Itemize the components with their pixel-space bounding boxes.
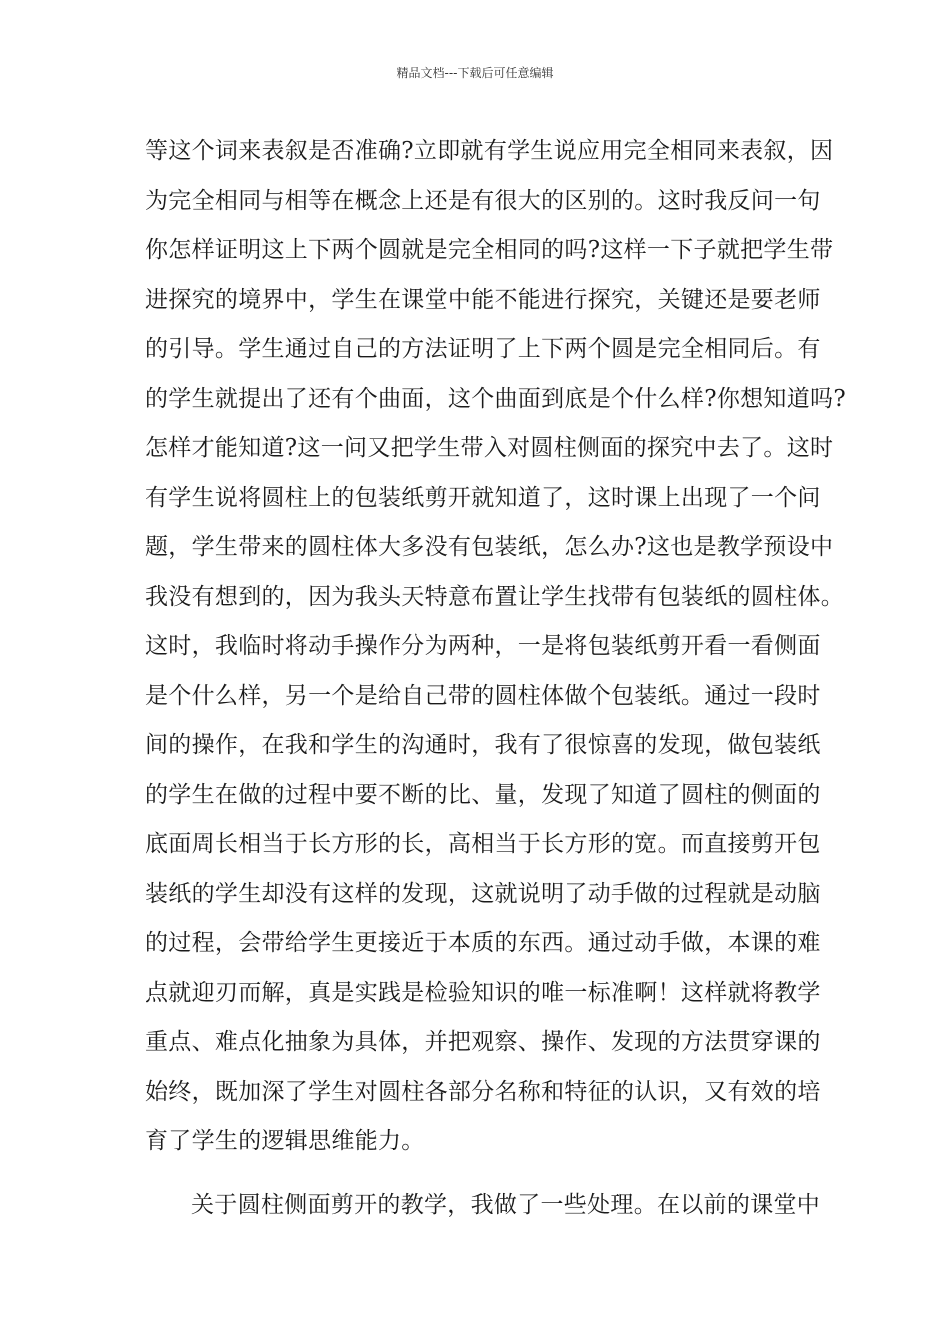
text-line: 点就迎刃而解，真是实践是检验知识的唯一标准啊！这样就将教学 — [145, 979, 821, 1006]
paragraph-2 — [145, 1186, 825, 1236]
text-line: 重点、难点化抽象为具体，并把观察、操作、发现的方法贯穿课的 — [145, 1029, 821, 1055]
text-line: 装纸的学生却没有这样的发现，这就说明了动手做的过程就是动脑 — [145, 880, 821, 907]
text-line: 等这个词来表叙是否准确?立即就有学生说应用完全相同来表叙，因 — [145, 138, 834, 164]
text-line: 这时，我临时将动手操作分为两种，一是将包装纸剪开看一看侧面 — [145, 633, 821, 659]
text-line: 我没有想到的，因为我头天特意布置让学生找带有包装纸的圆柱体。 — [145, 583, 844, 610]
text-line: 的引导。学生通过自己的方法证明了上下两个圆是完全相同后。有 — [145, 336, 821, 362]
page-header: 精品文档---下载后可任意编辑 — [396, 66, 554, 80]
text-line: 的学生就提出了还有个曲面，这个曲面到底是个什么样?你想知道吗? — [145, 385, 846, 412]
paragraph-1 — [145, 132, 846, 1172]
text-line: 题，学生带来的圆柱体大多没有包装纸，怎么办?这也是教学预设中 — [145, 534, 834, 560]
text-line: 有学生说将圆柱上的包装纸剪开就知道了，这时课上出现了一个问 — [145, 484, 821, 511]
text-line: 的过程，会带给学生更接近于本质的东西。通过动手做，本课的难 — [145, 930, 821, 956]
paragraph-spacer — [145, 1172, 825, 1186]
text-line: 关于圆柱侧面剪开的教学，我做了一些处理。在以前的课堂中 — [191, 1191, 821, 1218]
text-line: 是个什么样，另一个是给自己带的圆柱体做个包装纸。通过一段时 — [145, 682, 821, 709]
text-line: 进探究的境界中，学生在课堂中能不能进行探究，关键还是要老师 — [145, 286, 821, 313]
text-line: 育了学生的逻辑思维能力。 — [145, 1128, 425, 1154]
text-line: 怎样才能知道?这一问又把学生带入对圆柱侧面的探究中去了。这时 — [145, 435, 834, 461]
text-line: 为完全相同与相等在概念上还是有很大的区别的。这时我反问一句 — [145, 187, 821, 214]
text-line: 始终，既加深了学生对圆柱各部分名称和特征的认识，又有效的培 — [145, 1078, 821, 1105]
text-line: 你怎样证明这上下两个圆就是完全相同的吗?这样一下子就把学生带 — [145, 237, 834, 263]
text-line: 间的操作，在我和学生的沟通时，我有了很惊喜的发现，做包装纸 — [145, 732, 821, 758]
document-body — [145, 132, 846, 1235]
text-line: 底面周长相当于长方形的长，高相当于长方形的宽。而直接剪开包 — [145, 831, 821, 857]
text-line: 的学生在做的过程中要不断的比、量，发现了知道了圆柱的侧面的 — [145, 781, 821, 808]
